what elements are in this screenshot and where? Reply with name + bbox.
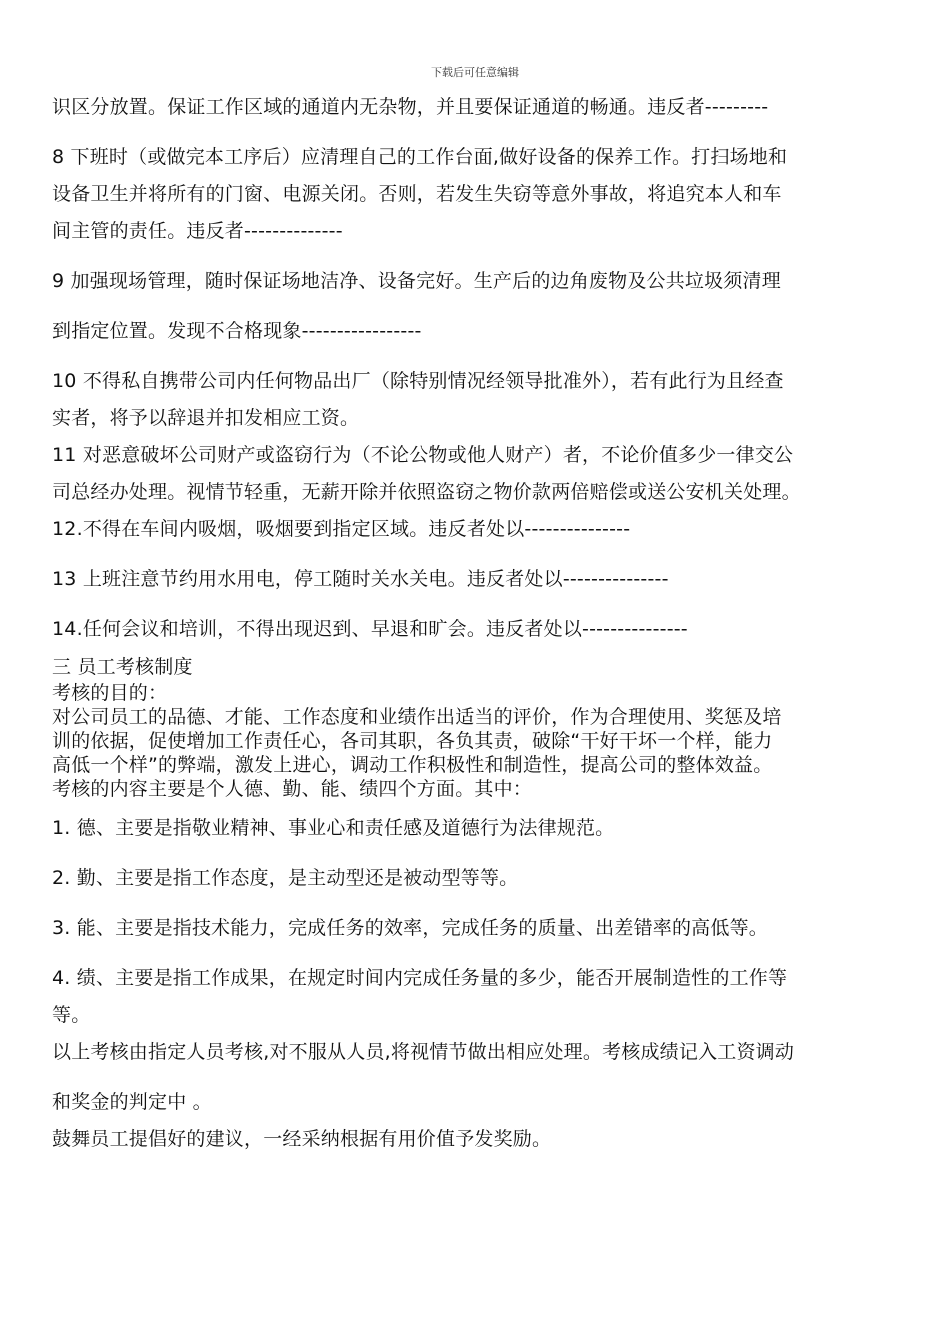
criteria-performance-cont: 等。 xyxy=(52,1004,91,1026)
text-line-25: 以上考核由指定人员考核,对不服从人员,将视情节做出相应处理。考核成绩记入工资调动 xyxy=(52,1041,795,1063)
text-line-1: 识区分放置。保证工作区域的通道内无杂物，并且要保证通道的畅通。违反者--------- xyxy=(52,96,769,118)
text-line-4: 间主管的责任。违反者-------------- xyxy=(52,220,343,242)
criteria-performance: 4. 绩、主要是指工作成果，在规定时间内完成任务量的多少，能否开展制造性的工作等 xyxy=(52,967,788,989)
text-line-27: 鼓舞员工提倡好的建议，一经采纳根据有用价值予发奖励。 xyxy=(52,1128,552,1150)
criteria-diligence: 2. 勤、主要是指工作态度，是主动型还是被动型等等。 xyxy=(52,867,519,889)
text-line-5: 9 加强现场管理，随时保证场地洁净、设备完好。生产后的边角废物及公共垃圾须清理 xyxy=(52,270,781,292)
text-line-18: 高低一个样”的弊端，激发上进心，调动工作积极性和制造性，提高公司的整体效益。 xyxy=(52,754,773,776)
text-line-19: 考核的内容主要是个人德、勤、能、绩四个方面。其中： xyxy=(52,778,533,800)
criteria-virtue: 1. 德、主要是指敬业精神、事业心和责任感及道德行为法律规范。 xyxy=(52,817,615,839)
page-header-note: 下载后可任意编辑 xyxy=(431,66,519,79)
assessment-purpose-heading: 考核的目的： xyxy=(52,682,168,704)
text-line-12: 13 上班注意节约用水用电，停工随时关水关电。违反者处以--------------- xyxy=(52,568,669,590)
text-line-11: 12.不得在车间内吸烟，吸烟要到指定区域。违反者处以--------------- xyxy=(52,518,631,540)
text-line-17: 训的依据，促使增加工作责任心，各司其职，各负其责，破除“干好干坏一个样，能力 xyxy=(52,730,773,752)
criteria-ability: 3. 能、主要是指技术能力，完成任务的效率，完成任务的质量、出差错率的高低等。 xyxy=(52,917,768,939)
text-line-10: 司总经办处理。视情节轻重，无薪开除并依照盗窃之物价款两倍赔偿或送公安机关处理。 xyxy=(52,481,801,503)
text-line-9: 11 对恶意破坏公司财产或盗窃行为（不论公物或他人财产）者，不论价值多少一律交公 xyxy=(52,444,794,466)
text-line-13: 14.任何会议和培训，不得出现迟到、早退和旷会。违反者处以--------------- xyxy=(52,618,688,640)
text-line-2: 8 下班时（或做完本工序后）应清理自己的工作台面,做好设备的保养工作。打扫场地和 xyxy=(52,146,788,168)
text-line-16: 对公司员工的品德、才能、工作态度和业绩作出适当的评价，作为合理使用、奖惩及培 xyxy=(52,706,782,728)
text-line-6: 到指定位置。发现不合格现象----------------- xyxy=(52,320,422,342)
section-title: 三 员工考核制度 xyxy=(52,656,193,678)
text-line-8: 实者，将予以辞退并扣发相应工资。 xyxy=(52,407,360,429)
text-line-7: 10 不得私自携带公司内任何物品出厂（除特别情况经领导批准外），若有此行为且经查 xyxy=(52,370,784,392)
text-line-26: 和奖金的判定中 。 xyxy=(52,1091,212,1113)
text-line-3: 设备卫生并将所有的门窗、电源关闭。否则，若发生失窃等意外事故，将追究本人和车 xyxy=(52,183,782,205)
